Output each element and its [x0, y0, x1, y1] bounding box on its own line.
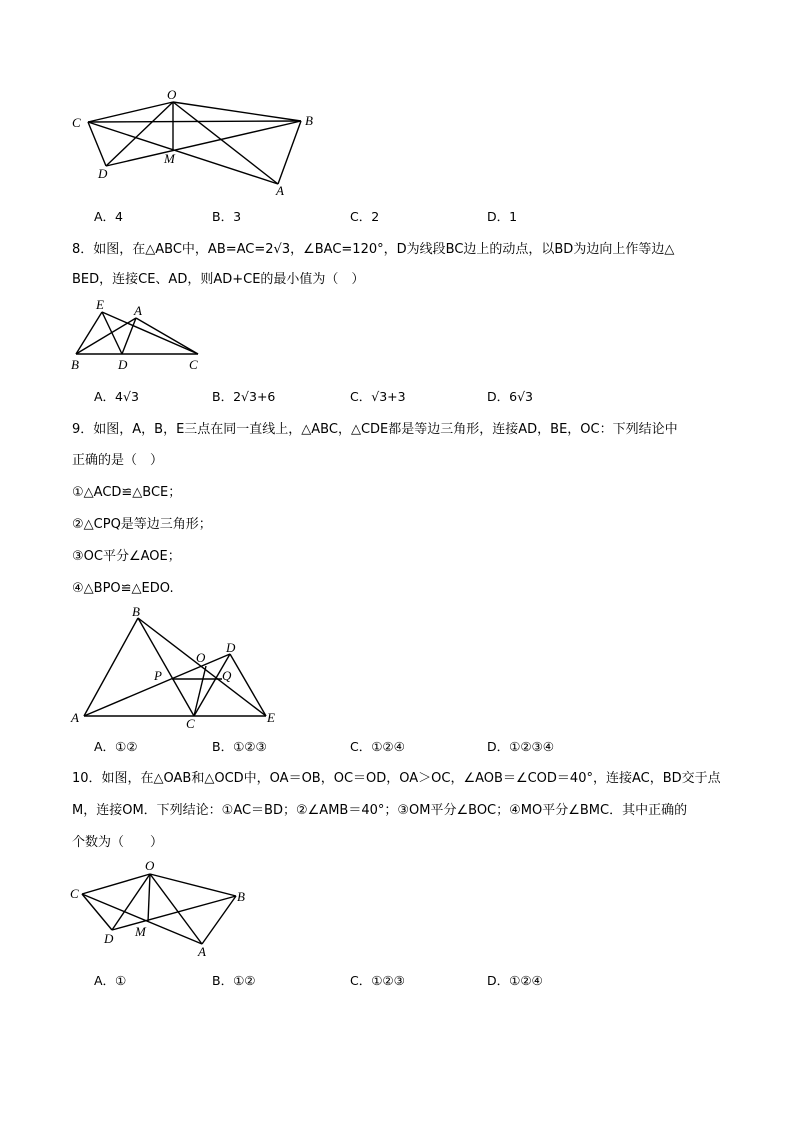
label-A: A	[276, 183, 284, 198]
label-E: E	[267, 710, 275, 725]
label-D: D	[98, 166, 108, 181]
q10-text-line2: M，连接OM．下列结论：①AC＝BD；②∠AMB＝40°；③OM平分∠BOC；④MO平分∠BMC．其中正确的	[72, 803, 688, 818]
q9-text-line1: 9．如图，A，B，E三点在同一直线上，△ABC，△CDE都是等边三角形，连接AD，BE，OC：下列结论中	[72, 422, 678, 437]
label-O: O	[167, 90, 177, 102]
figure-q9	[66, 602, 286, 732]
label-D: D	[104, 931, 114, 946]
q9-statement-3: ③OC平分∠AOE；	[72, 549, 181, 564]
label-P: P	[154, 668, 162, 683]
q8-option-c[interactable]: C．√3+3	[350, 389, 406, 404]
q10-option-b[interactable]: B．①②	[212, 973, 256, 988]
q8-option-a[interactable]: A．4√3	[94, 389, 139, 404]
q9-option-c[interactable]: C．①②④	[350, 739, 405, 754]
label-D: D	[226, 640, 236, 655]
label-A: A	[134, 303, 142, 318]
label-C: C	[70, 886, 79, 901]
q9-text-line2: 正确的是（ ）	[72, 453, 164, 468]
label-B: B	[305, 113, 313, 128]
q9-statement-2: ②△CPQ是等边三角形；	[72, 517, 212, 532]
label-O: O	[145, 858, 155, 873]
q10-option-c[interactable]: C．①②③	[350, 973, 405, 988]
q7-option-b[interactable]: B．3	[212, 209, 242, 224]
figure-q8	[66, 296, 216, 376]
label-B: B	[132, 604, 140, 619]
q9-statement-4: ④△BPO≌△EDO.	[72, 581, 174, 596]
q8-option-d[interactable]: D．6√3	[487, 389, 533, 404]
label-M: M	[164, 151, 175, 166]
label-O: O	[196, 650, 206, 665]
label-E: E	[96, 297, 104, 312]
q7-option-c[interactable]: C．2	[350, 209, 380, 224]
q10-text-line1: 10．如图，在△OAB和△OCD中，OA＝OB，OC＝OD，OA＞OC，∠AOB＝∠COD＝40°，连接AC，BD交于点	[72, 771, 721, 786]
label-D: D	[118, 357, 128, 372]
q8-option-b[interactable]: B．2√3+6	[212, 389, 276, 404]
q10-option-a[interactable]: A．①	[94, 973, 127, 988]
figure-q7	[60, 90, 330, 200]
q7-option-d[interactable]: D．1	[487, 209, 518, 224]
q8-text-line2: BED，连接CE、AD，则AD+CE的最小值为（ ）	[72, 272, 365, 287]
label-B: B	[237, 889, 245, 904]
label-Q: Q	[222, 668, 232, 683]
q10-text-line3: 个数为（ ）	[72, 835, 164, 850]
q7-option-a[interactable]: A．4	[94, 209, 124, 224]
figure-q10	[60, 856, 260, 961]
q9-statement-1: ①△ACD≌△BCE；	[72, 485, 182, 500]
label-A: A	[71, 710, 79, 725]
label-C: C	[189, 357, 198, 372]
q9-option-b[interactable]: B．①②③	[212, 739, 267, 754]
label-B: B	[71, 357, 79, 372]
q9-option-a[interactable]: A．①②	[94, 739, 138, 754]
label-C: C	[186, 716, 195, 731]
label-M: M	[135, 924, 146, 939]
q9-option-d[interactable]: D．①②③④	[487, 739, 554, 754]
label-A: A	[198, 944, 206, 959]
q8-text-line1: 8．如图，在△ABC中，AB=AC=2√3，∠BAC=120°，D为线段BC边上的动点，以BD为边向上作等边△	[72, 242, 675, 257]
q10-option-d[interactable]: D．①②④	[487, 973, 543, 988]
label-C: C	[72, 115, 81, 130]
